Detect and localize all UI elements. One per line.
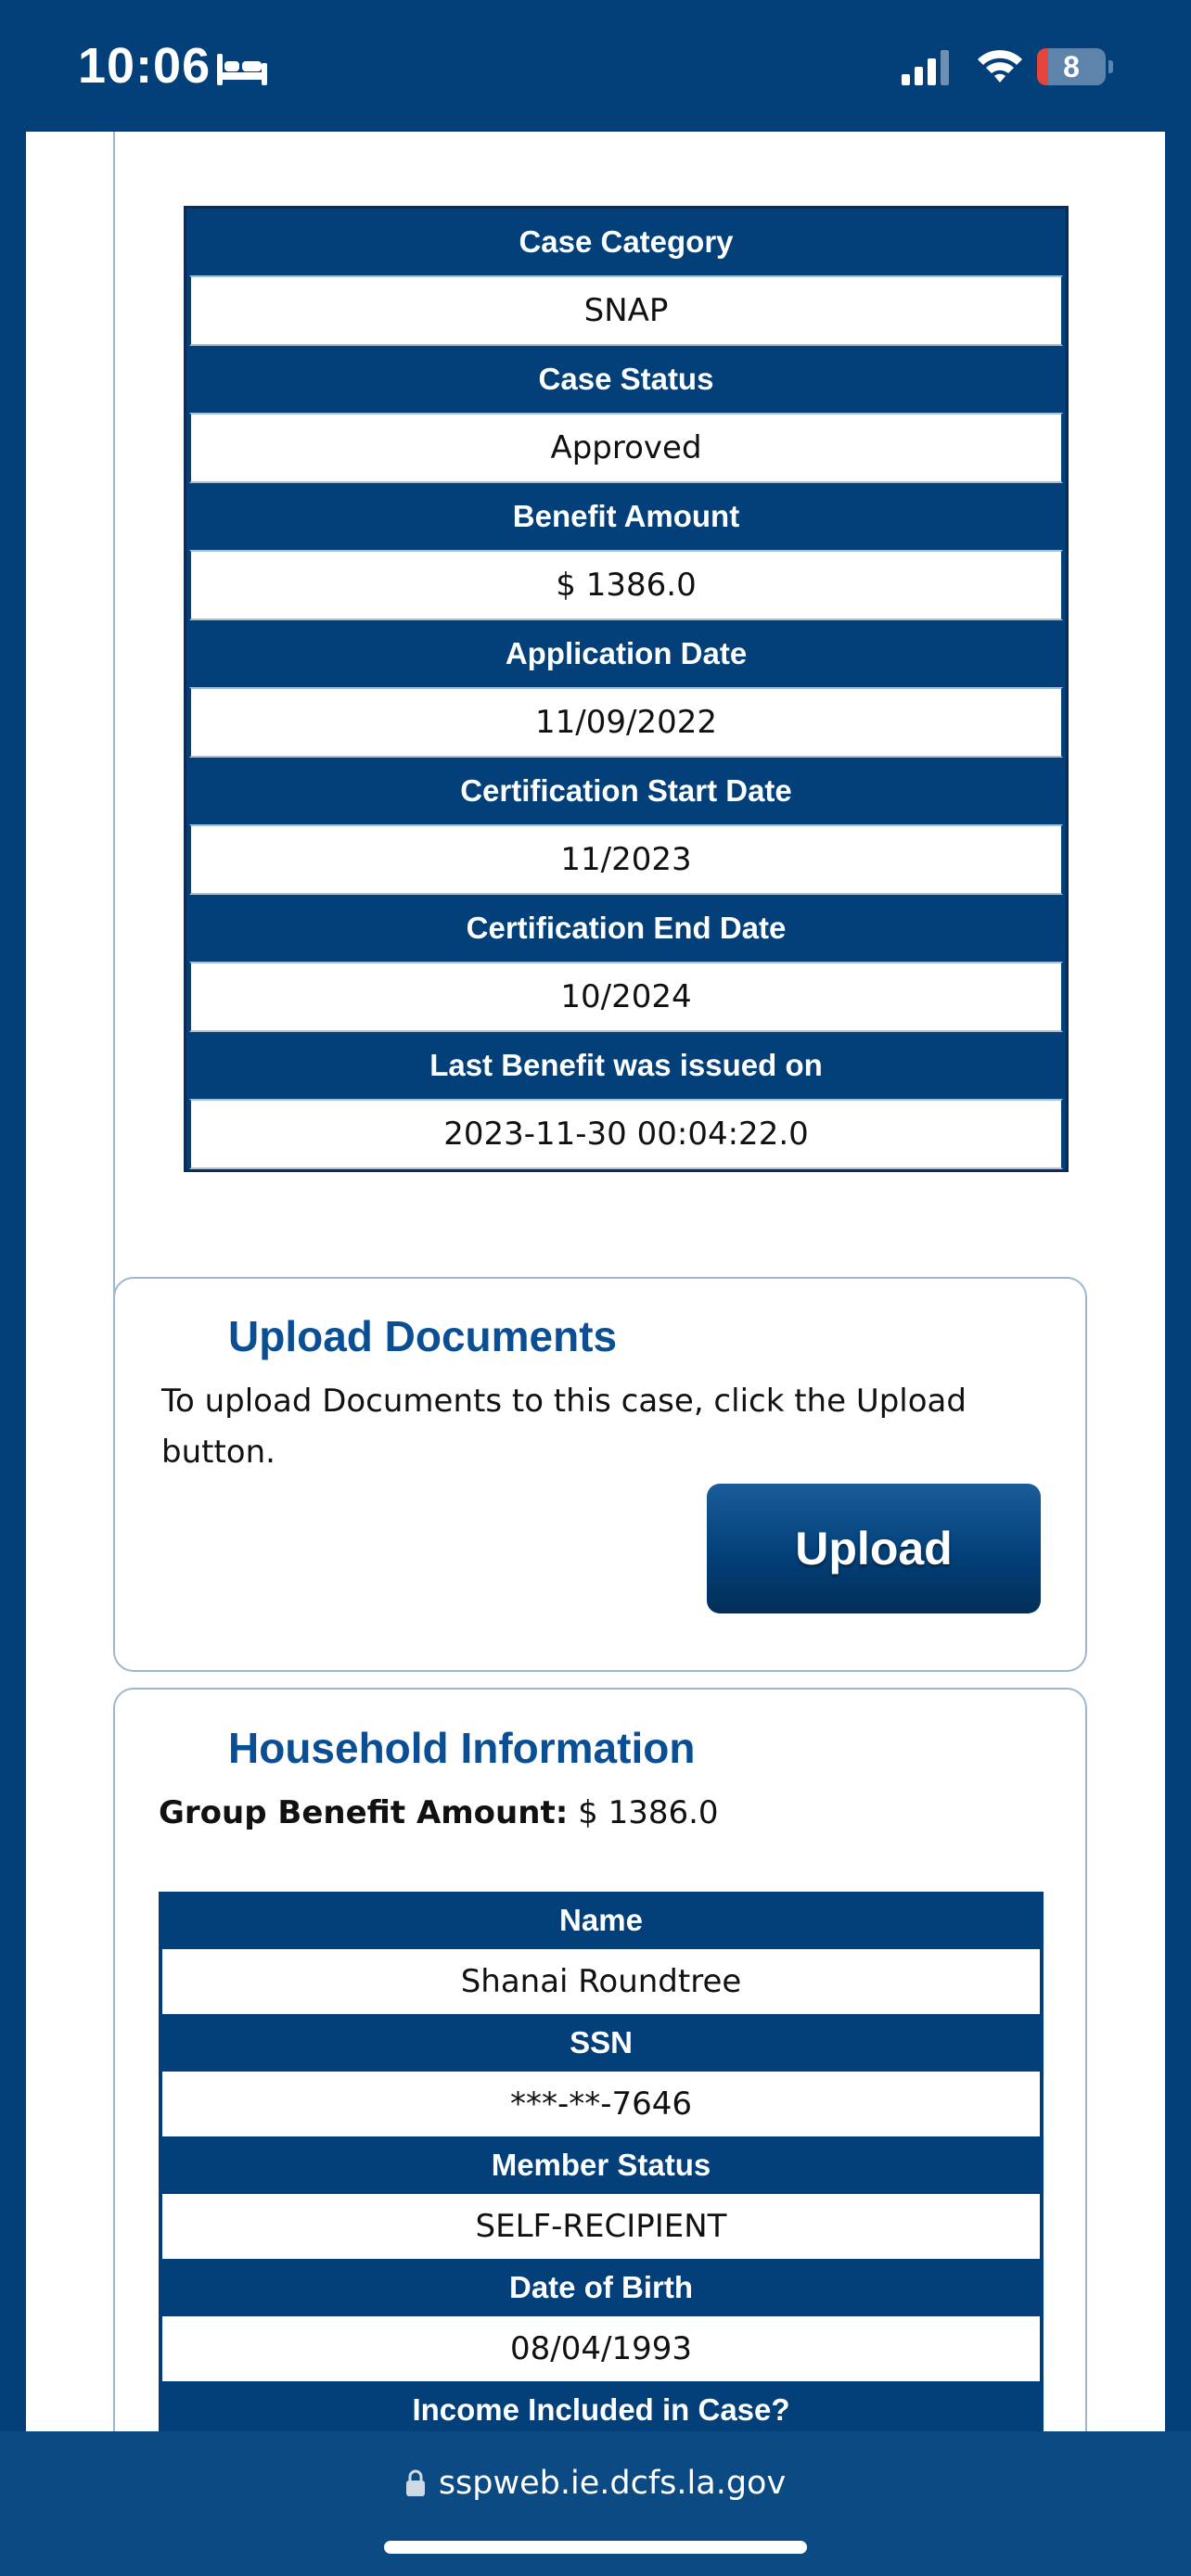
case-category-header: Case Category — [186, 209, 1066, 275]
battery-level: 8 — [1063, 50, 1080, 83]
battery-icon — [1037, 48, 1113, 85]
upload-instructions: To upload Documents to this case, click the Upload button. — [161, 1383, 967, 1471]
name-header: Name — [159, 1892, 1044, 1949]
member-status-value: SELF-RECIPIENT — [162, 2194, 1040, 2259]
household-information-title: Household Information — [228, 1724, 696, 1772]
certification-start-header: Certification Start Date — [186, 758, 1066, 824]
home-indicator[interactable] — [384, 2541, 807, 2554]
last-benefit-header: Last Benefit was issued on — [186, 1032, 1066, 1099]
application-date-value: 11/09/2022 — [189, 687, 1063, 758]
name-value: Shanai Roundtree — [162, 1949, 1040, 2014]
last-benefit-value: 2023-11-30 00:04:22.0 — [189, 1099, 1063, 1169]
member-status-header: Member Status — [159, 2136, 1044, 2194]
group-benefit-label: Group Benefit Amount: — [159, 1794, 569, 1831]
upload-button[interactable]: Upload — [707, 1484, 1041, 1613]
case-details-table — [184, 206, 1069, 1172]
case-category-value: SNAP — [189, 275, 1063, 346]
date-of-birth-header: Date of Birth — [159, 2259, 1044, 2316]
household-member-table — [159, 1892, 1044, 2439]
certification-end-value: 10/2024 — [189, 962, 1063, 1032]
url-text: sspweb.ie.dcfs.la.gov — [438, 2465, 787, 2502]
browser-url-bar[interactable] — [0, 2431, 1191, 2576]
ssn-header: SSN — [159, 2014, 1044, 2072]
case-status-value: Approved — [189, 413, 1063, 483]
case-status-header: Case Status — [186, 346, 1066, 413]
bed-icon — [215, 50, 269, 91]
url-display[interactable] — [0, 2465, 1191, 2506]
ssn-value: ***-**-7646 — [162, 2072, 1040, 2136]
benefit-amount-header: Benefit Amount — [186, 483, 1066, 550]
date-of-birth-value: 08/04/1993 — [162, 2316, 1040, 2381]
income-included-header: Income Included in Case? — [159, 2381, 1044, 2439]
benefit-amount-value: $ 1386.0 — [189, 550, 1063, 620]
lock-icon — [405, 2468, 426, 2506]
status-bar — [0, 0, 1191, 132]
certification-start-value: 11/2023 — [189, 824, 1063, 895]
status-time: 10:06 — [78, 38, 211, 94]
group-benefit-value: $ 1386.0 — [578, 1794, 719, 1831]
application-date-header: Application Date — [186, 620, 1066, 687]
cellular-signal-icon — [900, 48, 952, 89]
wifi-icon — [974, 45, 1026, 89]
page-right-edge — [1085, 132, 1165, 2431]
group-benefit-amount — [159, 1794, 719, 1831]
certification-end-header: Certification End Date — [186, 895, 1066, 962]
upload-documents-title: Upload Documents — [228, 1312, 618, 1360]
